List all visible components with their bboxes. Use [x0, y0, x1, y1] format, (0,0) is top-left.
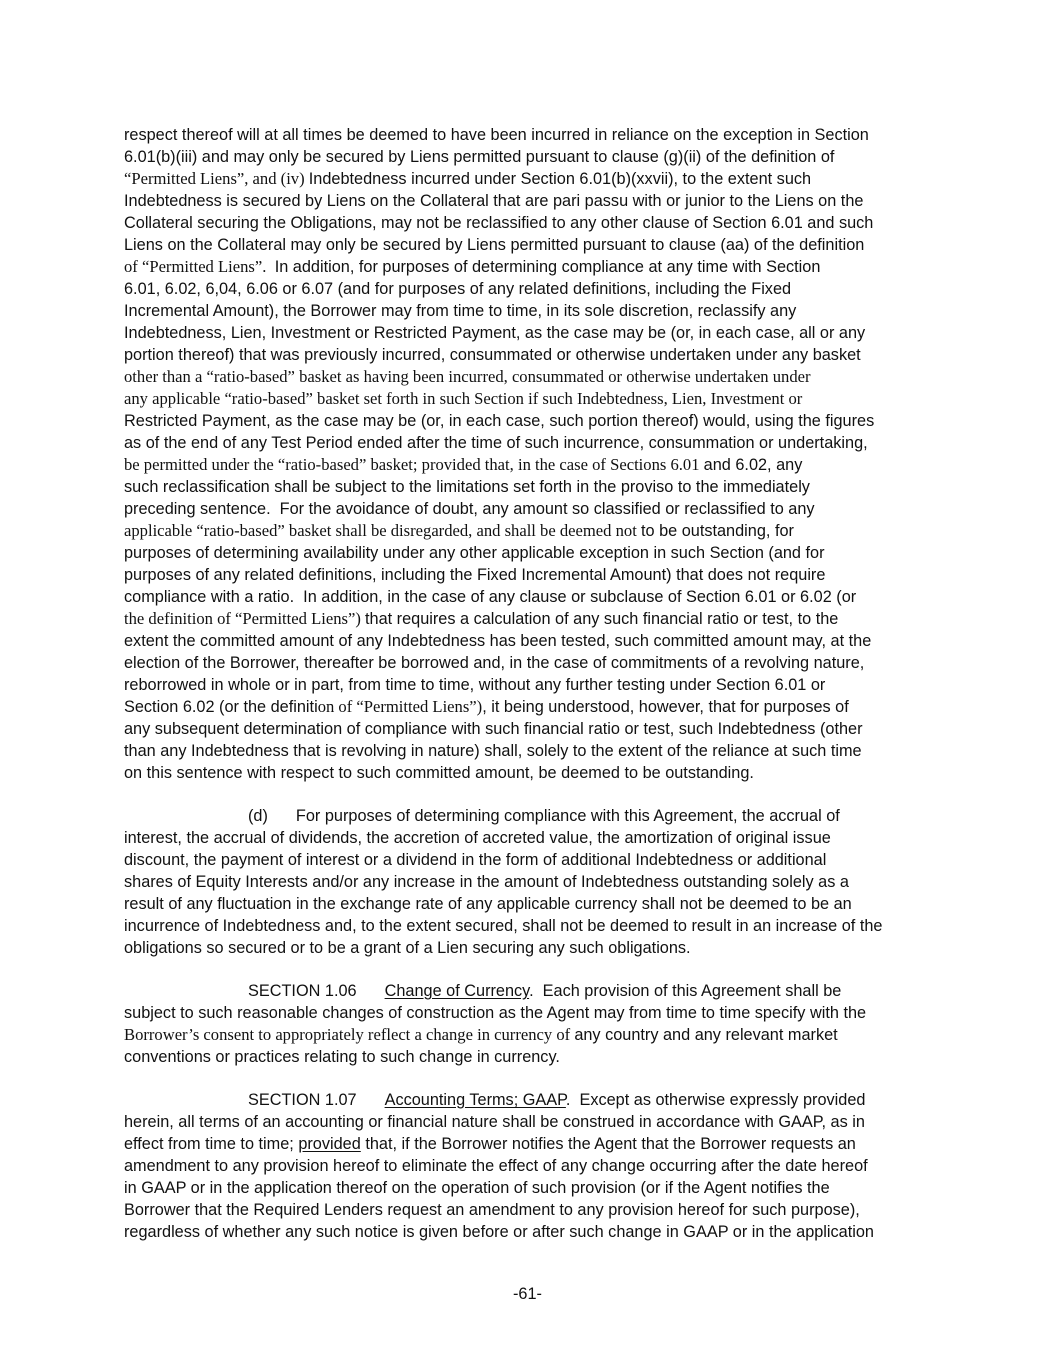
body-text-line: herein, all terms of an accounting or financial nature shall be construed in accordance with GAAP, as in: [124, 1113, 865, 1131]
paragraph-d-first-line: [248, 806, 840, 826]
body-text-line: Collateral securing the Obligations, may not be reclassified to any other clause of Section 6.01 and such: [124, 214, 874, 232]
body-text-line: regardless of whether any such notice is given before or after such change in GAAP or in the application: [124, 1223, 874, 1241]
body-text-line: [124, 169, 811, 189]
body-text-line: such reclassification shall be subject to the limitations set forth in the proviso to the immediately: [124, 478, 810, 496]
body-text-line: Indebtedness is secured by Liens on the Collateral that are pari passu with or junior to the Liens on the: [124, 192, 864, 210]
body-text-line: other than a “ratio-based” basket as having been incurred, consummated or otherwise undertaken under: [124, 367, 811, 386]
provided-term: provided: [298, 1135, 361, 1153]
text-run: Indebtedness incurred under Section 6.01(b)(xxvii), to the extent such: [308, 170, 812, 188]
text-run: that requires a calculation of any such financial ratio or test, to the: [365, 610, 839, 628]
body-text-line: purposes of any related definitions, including the Fixed Incremental Amount) that does not require: [124, 566, 826, 584]
text-run: effect from time to time;: [124, 1135, 299, 1153]
body-text-line: [124, 697, 849, 717]
text-run: the definition of “Permitted Liens”): [124, 609, 365, 628]
text-run: be permitted under the “ratio-based” basket; provided that, in the case of Sections 6.01: [124, 455, 704, 474]
text-run: any country and any relevant market: [574, 1026, 838, 1044]
body-text-line: interest, the accrual of dividends, the accretion of accreted value, the amortization of original issue: [124, 829, 831, 847]
body-text-line: Indebtedness, Lien, Investment or Restricted Payment, as the case may be (or, in each case, all or any: [124, 324, 866, 342]
text-run: to be outstanding, for: [640, 522, 794, 540]
body-text-line: conventions or practices relating to such change in currency.: [124, 1048, 560, 1066]
body-text-line: election of the Borrower, thereafter be borrowed and, in the case of commitments of a revolving nature,: [124, 654, 865, 672]
section-number: SECTION 1.07: [248, 1091, 357, 1109]
body-text-line: reborrowed in whole or in part, from time to time, without any further testing under Section 6.01 or: [124, 676, 826, 694]
body-text-line: result of any fluctuation in the exchange rate of any applicable currency shall not be deemed to be an: [124, 895, 852, 913]
section-title: Accounting Terms; GAAP: [384, 1091, 566, 1109]
text-run: . Each provision of this Agreement shall be: [529, 982, 842, 1000]
section-number: SECTION 1.06: [248, 982, 357, 1000]
body-text-line: subject to such reasonable changes of construction as the Agent may from time to time specify with the: [124, 1004, 867, 1022]
body-text-line: 6.01(b)(iii) and may only be secured by Liens permitted pursuant to clause (g)(ii) of the definition of: [124, 148, 835, 166]
section-1-06-heading-line: [248, 981, 841, 1001]
body-text-line: any applicable “ratio-based” basket set forth in such Section if such Indebtedness, Lien, Investment or: [124, 389, 803, 408]
body-text-line: 6.01, 6.02, 6,04, 6.06 or 6.07 (and for purposes of any related definitions, including the Fixed: [124, 280, 792, 298]
body-text-line: Borrower that the Required Lenders request an amendment to any provision hereof for such purpose),: [124, 1201, 860, 1219]
body-text-line: [124, 521, 794, 541]
body-text-line: [124, 257, 820, 277]
text-run: of “Permitted Liens”.: [124, 257, 275, 276]
body-text-line: [124, 455, 802, 475]
text-run: “Permitted Liens”, and (iv): [124, 169, 309, 188]
clause-marker: (d): [248, 807, 268, 825]
body-text-line: extent the committed amount of any Indebtedness has been tested, such committed amount may, at the: [124, 632, 872, 650]
body-text-line: preceding sentence. For the avoidance of doubt, any amount so classified or reclassified to any: [124, 500, 815, 518]
text-run: Borrower’s consent to appropriately reflect a change in currency of: [124, 1025, 575, 1044]
section-1-07-heading-line: [248, 1090, 865, 1110]
text-run: that, if the Borrower notifies the Agent that the Borrower requests an: [360, 1135, 856, 1153]
text-run: Section 6.02 (or the definiti: [124, 698, 318, 716]
section-title: Change of Currency: [384, 982, 530, 1000]
body-text-line: respect thereof will at all times be deemed to have been incurred in reliance on the exception in Section: [124, 126, 869, 144]
body-text-line: [124, 1025, 838, 1045]
body-text-line: on this sentence with respect to such committed amount, be deemed to be outstanding.: [124, 764, 754, 782]
body-text-line: [124, 609, 838, 629]
body-text-line: portion thereof) that was previously incurred, consummated or otherwise undertaken under any basket: [124, 346, 861, 364]
body-text-line: compliance with a ratio. In addition, in the case of any clause or subclause of Section 6.01 or 6.02 (or: [124, 588, 857, 606]
body-text-line: [124, 1134, 856, 1154]
body-text-line: in GAAP or in the application thereof on the operation of such provision (or if the Agent notifies the: [124, 1179, 830, 1197]
body-text-line: any subsequent determination of compliance with such financial ratio or test, such Indebtedness (other: [124, 720, 863, 738]
text-run: , it being understood, however, that for purposes of: [482, 698, 849, 716]
text-run: on of “Permitted Liens”): [317, 697, 483, 716]
text-run: . Except as otherwise expressly provided: [565, 1091, 866, 1109]
body-text-line: shares of Equity Interests and/or any increase in the amount of Indebtedness outstanding solely as a: [124, 873, 849, 891]
text-run: In addition, for purposes of determining compliance at any time with Section: [274, 258, 821, 276]
body-text-line: discount, the payment of interest or a dividend in the form of additional Indebtedness or additional: [124, 851, 827, 869]
text-run: and 6.02, any: [703, 456, 803, 474]
body-text-line: incurrence of Indebtedness and, to the extent secured, shall not be deemed to result in an increase of the: [124, 917, 883, 935]
text-run: applicable “ratio-based” basket shall be disregarded, and shall be deemed not: [124, 521, 641, 540]
text-run: For purposes of determining compliance with this Agreement, the accrual of: [295, 807, 840, 825]
page-number: -61-: [513, 1285, 542, 1303]
body-text-line: Incremental Amount), the Borrower may from time to time, in its sole discretion, reclassify any: [124, 302, 797, 320]
body-text-line: as of the end of any Test Period ended after the time of such incurrence, consummation or undertaking,: [124, 434, 868, 452]
body-text-line: Restricted Payment, as the case may be (or, in each case, such portion thereof) would, using the figures: [124, 412, 875, 430]
body-text-line: amendment to any provision hereof to eliminate the effect of any change occurring after the date hereof: [124, 1157, 868, 1175]
body-text-line: obligations so secured or to be a grant of a Lien securing any such obligations.: [124, 939, 691, 957]
body-text-line: than any Indebtedness that is revolving in nature) shall, solely to the extent of the reliance at such time: [124, 742, 862, 760]
body-text-line: Liens on the Collateral may only be secured by Liens permitted pursuant to clause (aa) of the definition: [124, 236, 865, 254]
body-text-line: purposes of determining availability under any other applicable exception in such Section (and for: [124, 544, 825, 562]
